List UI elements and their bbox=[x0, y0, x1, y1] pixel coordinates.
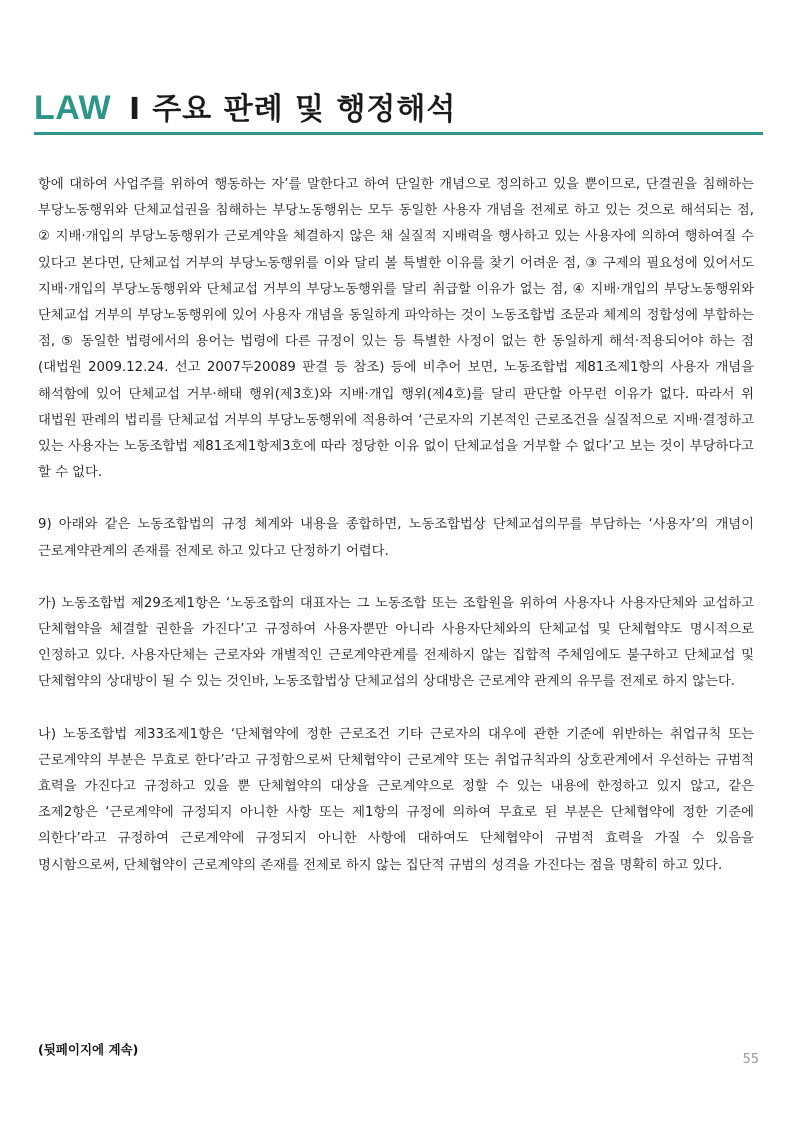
paragraph: 가) 노동조합법 제29조제1항은 ‘노동조합의 대표자는 그 노동조합 또는 조합원을 위하여 사용자나 사용자단체와 교섭하고 단체협약을 체결할 권한을 가진다’고 규정하여 사용자뿐만 아니라 사용자단체와의 단체교섭 및 단체협약도 명시적으로 인정하고 있다. 사용자단체는 근로자와 개별적인 근로계약관계를 전제하지 않는 집합적 주체임에도 불구하고 단체교섭 및 단체협약의 상대방이 될 수 있는 것인바, 노동조합법상 단체교섭의 상대방은 근로계약 관계의 유무를 전제로 하지 않는다. bbox=[38, 595, 754, 690]
header-separator: I bbox=[129, 92, 141, 127]
page-title: 주요 판례 및 행정해석 bbox=[152, 92, 457, 127]
header-divider bbox=[34, 132, 763, 135]
page-number: 55 bbox=[742, 1052, 759, 1067]
paragraph: 9) 아래와 같은 노동조합법의 규정 체계와 내용을 종합하면, 노동조합법상 단체교섭의무를 부담하는 ‘사용자’의 개념이 근로계약관계의 존재를 전제로 하고 있다고 단정하기 어렵다. bbox=[38, 517, 754, 559]
paragraph: 항에 대하여 사업주를 위하여 행동하는 자’를 말한다고 하여 단일한 개념으로 정의하고 있을 뿐이므로, 단결권을 침해하는 부당노동행위와 단체교섭권을 침해하는 부당노동행위는 모두 동일한 사용자 개념을 전제로 하고 있는 것으로 해석되는 점, ② 지배·개입의 부당노동행위가 근로계약을 체결하지 않은 채 실질적 지배력을 행사하고 있는 사용자에 의하여 행하여질 수 있다고 본다면, 단체교섭 거부의 부당노동행위를 이와 달리 볼 특별한 이유를 찾기 어려운 점, ③ 구제의 필요성에 있어서도 지배·개입의 부당노동행위와 단체교섭 거부의 부당노동행위를 달리 취급할 이유가 없는 점, ④ 지배·개입의 부당노동행위와 단체교섭 거부의 부당노동행위에 있어 사용자 개념을 동일하게 파악하는 것이 노동조합법 조문과 체계의 정합성에 부합하는 점, ⑤ 동일한 법령에서의 용어는 법령에 다른 규정이 있는 등 특별한 사정이 없는 한 동일하게 해석·적용되어야 하는 점(대법원 2009.12.24. 선고 2007두20089 판결 등 참조) 등에 비추어 보면, 노동조합법 제81조제1항의 사용자 개념을 해석함에 있어 단체교섭 거부·해태 행위(제3호)와 지배·개입 행위(제4호)를 달리 판단할 아무런 이유가 없다. 따라서 위 대법원 판례의 법리를 단체교섭 거부의 부당노동행위에 적용하여 ‘근로자의 기본적인 근로조건을 실질적으로 지배·결정하고 있는 사용자는 노동조합법 제81조제1항제3호에 따라 정당한 이유 없이 단체교섭을 거부할 수 없다’고 보는 것이 부당하다고 할 수 없다. bbox=[38, 177, 754, 481]
section-label: LAW bbox=[34, 89, 112, 127]
paragraph: 나) 노동조합법 제33조제1항은 ‘단체협약에 정한 근로조건 기타 근로자의 대우에 관한 기준에 위반하는 취업규칙 또는 근로계약의 부분은 무효로 한다’라고 규정함으로써 단체협약이 근로계약 또는 취업규칙과의 상호관계에서 우선하는 규범적 효력을 가진다고 규정하고 있을 뿐 단체협약의 대상을 근로계약으로 정할 수 있는 내용에 한정하고 있지 않고, 같은 조제2항은 ‘근로계약에 규정되지 아니한 사항 또는 제1항의 규정에 의하여 무효로 된 부분은 단체협약에 정한 기준에 의한다’라고 규정하여 근로계약에 규정되지 아니한 사항에 대하여도 단체협약이 규범적 효력을 가질 수 있음을 명시함으로써, 단체협약이 근로계약의 존재를 전제로 하지 않는 집단적 규범의 성격을 가진다는 점을 명확히 하고 있다. bbox=[38, 726, 754, 873]
body-text bbox=[38, 172, 754, 905]
page-header bbox=[34, 84, 764, 128]
continued-note: (뒷페이지에 계속) bbox=[38, 1042, 139, 1057]
